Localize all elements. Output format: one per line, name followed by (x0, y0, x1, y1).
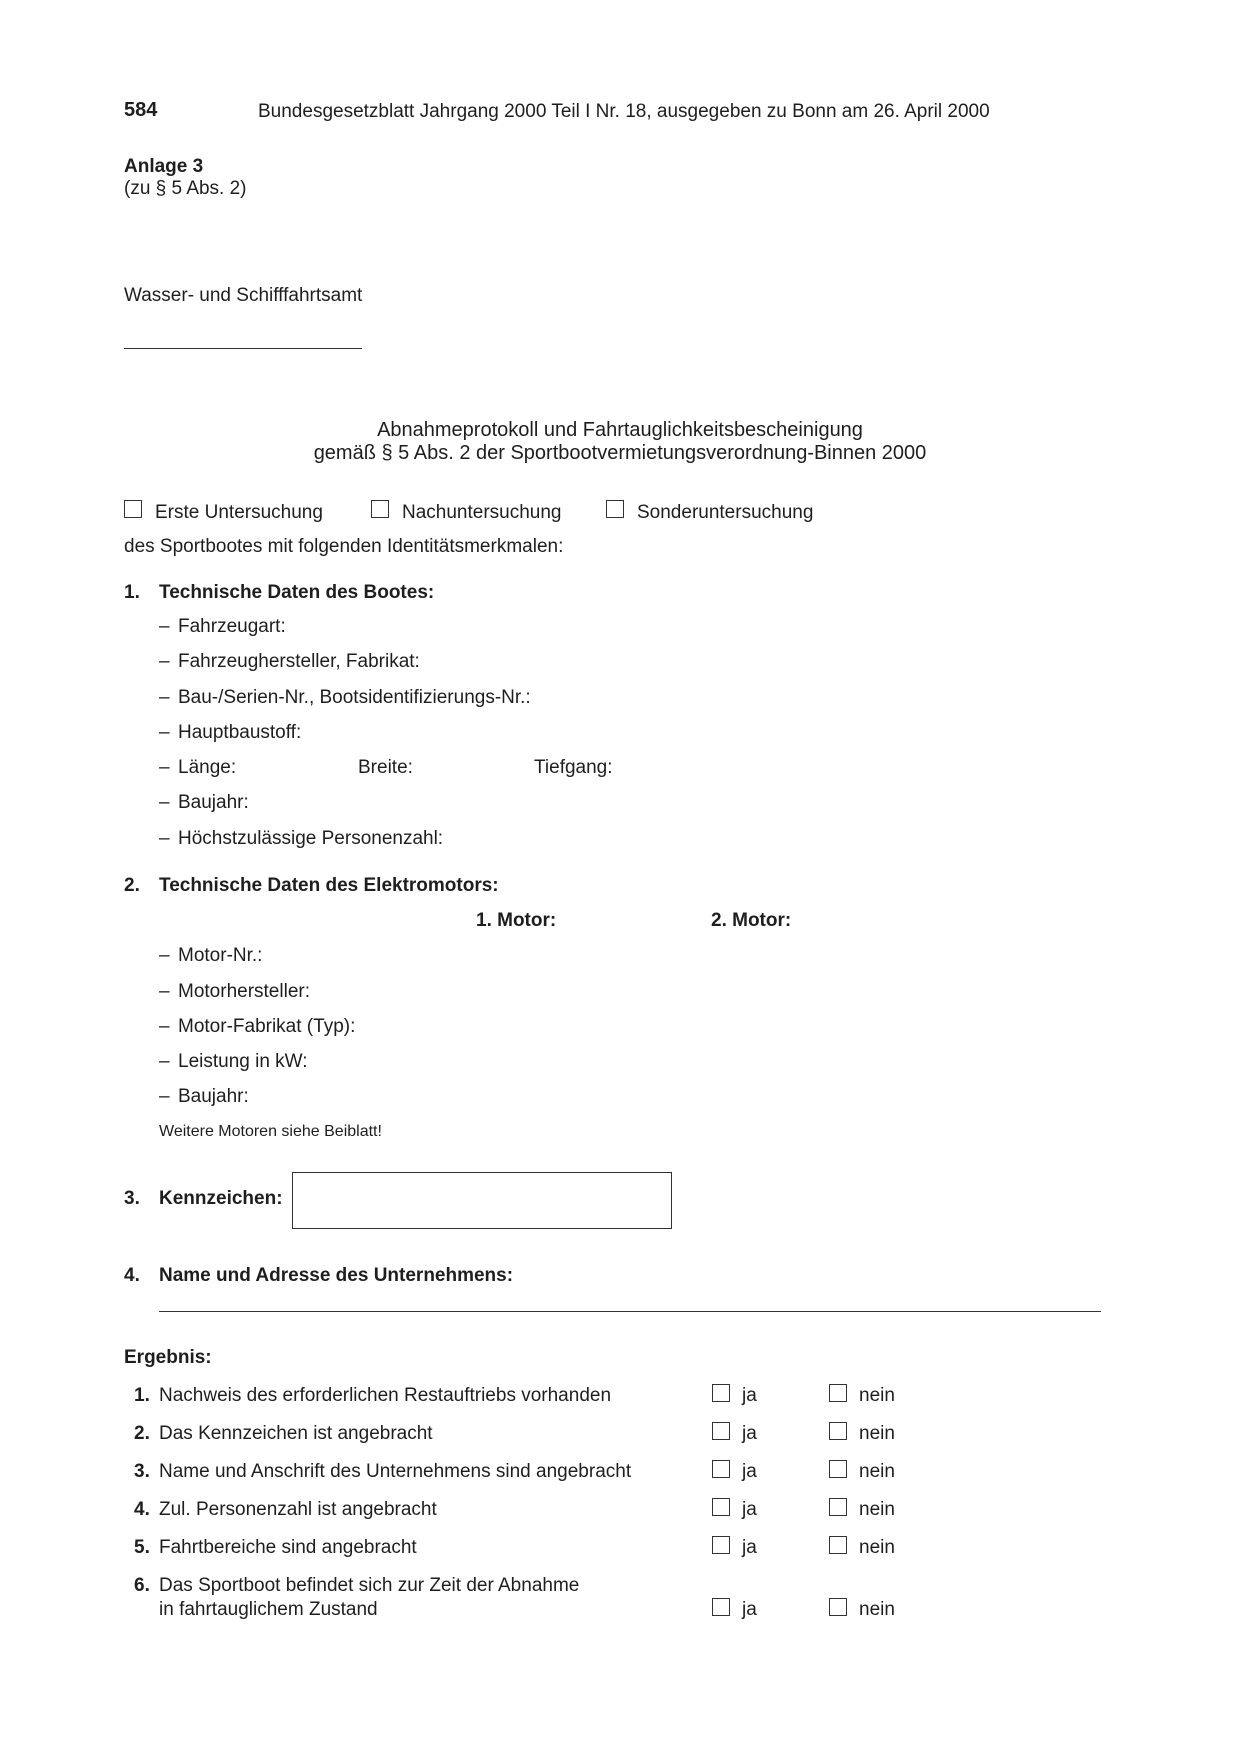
erste-untersuchung-label: Erste Untersuchung (155, 502, 323, 523)
result-nein-checkbox[interactable] (829, 1536, 847, 1554)
section3-title: Kennzeichen: (159, 1188, 283, 1209)
result-item-text: Nachweis des erforderlichen Restauftriebs vorhanden (159, 1385, 612, 1406)
authority-label: Wasser- und Schifffahrtsamt (124, 285, 363, 306)
section3-number: 3. (124, 1188, 140, 1209)
motor-nr: Motor-Nr.: (178, 945, 263, 966)
form-title-line2: gemäß § 5 Abs. 2 der Sportbootvermietungsverordnung-Binnen 2000 (313, 442, 927, 464)
motor-note: Weitere Motoren siehe Beiblatt! (159, 1123, 382, 1140)
section1-title: Technische Daten des Bootes: (159, 582, 435, 603)
authority-signature-line (124, 348, 362, 349)
annex-reference: (zu § 5 Abs. 2) (124, 178, 247, 199)
result-nein-label: nein (859, 1599, 895, 1620)
result-title: Ergebnis: (124, 1347, 212, 1368)
result-ja-checkbox[interactable] (712, 1598, 730, 1616)
result-nein-label: nein (859, 1461, 895, 1482)
result-item-text: Zul. Personenzahl ist angebracht (159, 1499, 437, 1520)
nachuntersuchung-checkbox[interactable] (371, 500, 389, 518)
boat-laenge: Länge: (178, 757, 237, 778)
result-nein-checkbox[interactable] (829, 1422, 847, 1440)
result-ja-label: ja (742, 1499, 757, 1520)
boat-seriennummer: Bau-/Serien-Nr., Bootsidentifizierungs-Nr.: (178, 687, 531, 708)
boat-breite: Breite: (358, 757, 413, 778)
result-item-text: Das Kennzeichen ist angebracht (159, 1423, 433, 1444)
result-item-number: 2. (134, 1423, 150, 1444)
result-ja-label: ja (742, 1423, 757, 1444)
erste-untersuchung-checkbox[interactable] (124, 500, 142, 518)
publication-header: Bundesgesetzblatt Jahrgang 2000 Teil I Nr. 18, ausgegeben zu Bonn am 26. April 2000 (258, 101, 990, 122)
result-nein-checkbox[interactable] (829, 1498, 847, 1516)
identity-intro: des Sportbootes mit folgenden Identitätsmerkmalen: (124, 536, 564, 557)
result-item-number: 4. (134, 1499, 150, 1520)
motor-hersteller: Motorhersteller: (178, 981, 310, 1002)
motor-fabrikat: Motor-Fabrikat (Typ): (178, 1016, 356, 1037)
boat-hauptbaustoff: Hauptbaustoff: (178, 722, 302, 743)
sonderuntersuchung-label: Sonderuntersuchung (637, 502, 814, 523)
form-title-line1: Abnahmeprotokoll und Fahrtauglichkeitsbescheinigung (377, 419, 863, 441)
result-item-text: Name und Anschrift des Unternehmens sind angebracht (159, 1461, 632, 1482)
result-ja-label: ja (742, 1385, 757, 1406)
section1-number: 1. (124, 582, 140, 603)
boat-hersteller: Fahrzeughersteller, Fabrikat: (178, 651, 420, 672)
section2-title: Technische Daten des Elektromotors: (159, 875, 499, 896)
boat-fahrzeugart: Fahrzeugart: (178, 616, 286, 637)
nachuntersuchung-label: Nachuntersuchung (402, 502, 562, 523)
result-item-text: Fahrtbereiche sind angebracht (159, 1537, 417, 1558)
result-nein-label: nein (859, 1537, 895, 1558)
result-item-number: 3. (134, 1461, 150, 1482)
result-nein-checkbox[interactable] (829, 1598, 847, 1616)
result-item-text: Das Sportboot befindet sich zur Zeit der Abnahme (159, 1575, 580, 1596)
motor-baujahr: Baujahr: (178, 1086, 249, 1107)
company-address-line (159, 1311, 1101, 1312)
result-ja-checkbox[interactable] (712, 1384, 730, 1402)
annex-title: Anlage 3 (124, 156, 204, 177)
result-nein-checkbox[interactable] (829, 1384, 847, 1402)
section2-number: 2. (124, 875, 140, 896)
result-ja-checkbox[interactable] (712, 1498, 730, 1516)
kennzeichen-field[interactable] (292, 1172, 672, 1229)
section4-title: Name und Adresse des Unternehmens: (159, 1265, 514, 1286)
result-ja-checkbox[interactable] (712, 1536, 730, 1554)
motor-leistung: Leistung in kW: (178, 1051, 308, 1072)
result-ja-checkbox[interactable] (712, 1460, 730, 1478)
result-item-number: 5. (134, 1537, 150, 1558)
result-item-number: 6. (134, 1575, 150, 1596)
motor2-column-header: 2. Motor: (711, 910, 792, 931)
result-ja-label: ja (742, 1537, 757, 1558)
result-nein-checkbox[interactable] (829, 1460, 847, 1478)
section4-number: 4. (124, 1265, 140, 1286)
sonderuntersuchung-checkbox[interactable] (606, 500, 624, 518)
result-ja-label: ja (742, 1599, 757, 1620)
boat-baujahr: Baujahr: (178, 792, 249, 813)
result-item-number: 1. (134, 1385, 150, 1406)
boat-personenzahl: Höchstzulässige Personenzahl: (178, 828, 444, 849)
boat-tiefgang: Tiefgang: (534, 757, 613, 778)
result-nein-label: nein (859, 1499, 895, 1520)
result-ja-checkbox[interactable] (712, 1422, 730, 1440)
result-ja-label: ja (742, 1461, 757, 1482)
result-nein-label: nein (859, 1385, 895, 1406)
motor1-column-header: 1. Motor: (476, 910, 557, 931)
result-nein-label: nein (859, 1423, 895, 1444)
page-number: 584 (124, 99, 158, 121)
result-item-text-line2: in fahrtauglichem Zustand (159, 1599, 378, 1620)
